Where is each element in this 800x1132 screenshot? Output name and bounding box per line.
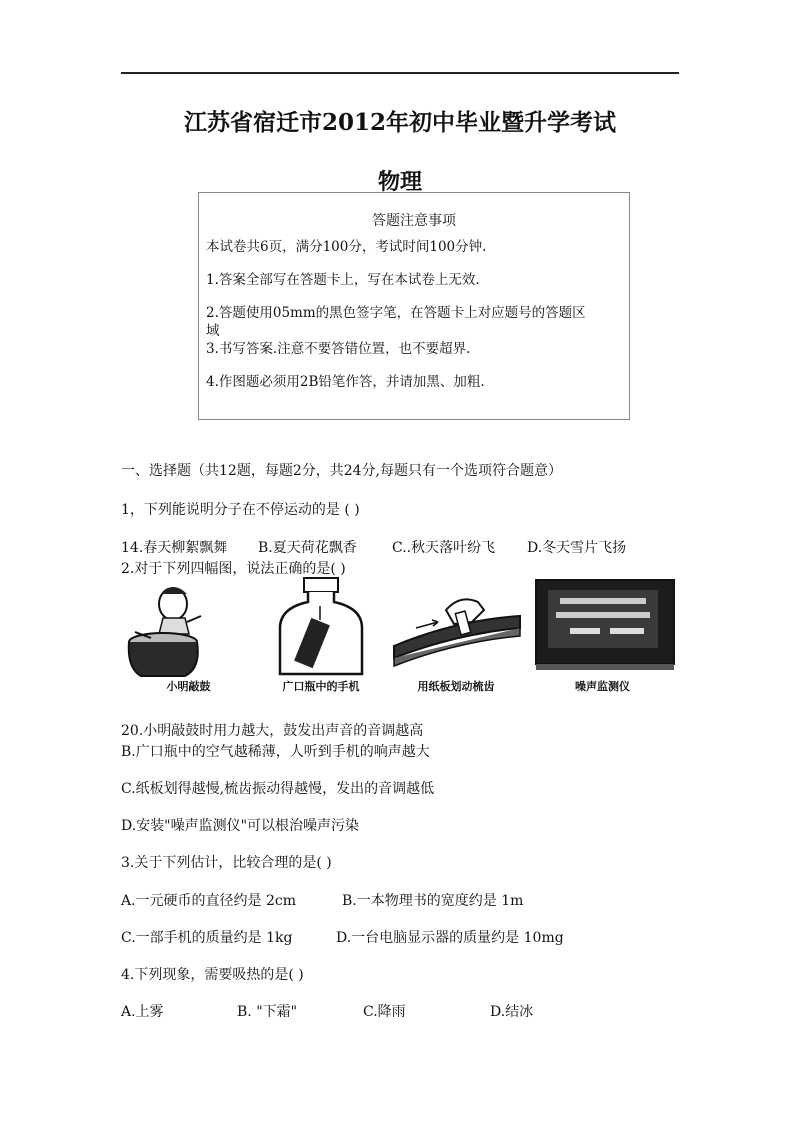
caption-jar: 广口瓶中的手机 bbox=[282, 680, 360, 693]
top-rule bbox=[121, 72, 679, 74]
notice-line: 3.书写答案.注意不要答错位置，也不要超界. bbox=[206, 341, 471, 357]
q3-option-a: A.一元硬币的直径约是 2cm bbox=[121, 893, 297, 909]
q2-figure bbox=[121, 576, 679, 698]
notice-line: 本试卷共6页，满分100分，考试时间100分钟. bbox=[206, 239, 487, 255]
q3-option-d: D.一台电脑显示器的质量约是 10mg bbox=[336, 930, 564, 946]
notice-heading: 答题注意事项 bbox=[372, 213, 456, 229]
q1-option-d: D.冬天雪片飞扬 bbox=[527, 540, 627, 556]
figure-panel-monitor bbox=[526, 576, 679, 698]
caption-drum: 小明敲鼓 bbox=[166, 680, 211, 693]
notice-line: 域 bbox=[206, 323, 220, 339]
q2-option-c: C.纸板划得越慢,梳齿振动得越慢，发出的音调越低 bbox=[121, 781, 435, 797]
notice-line: 4.作图题必须用2B铅笔作答，并请加黑、加粗. bbox=[206, 374, 485, 390]
q1-option-b: B.夏天荷花飘香 bbox=[258, 540, 357, 556]
figure-panel-drum bbox=[121, 576, 256, 698]
q4-option-c: C.降雨 bbox=[363, 1004, 406, 1020]
q4-option-a: A.上雾 bbox=[121, 1004, 164, 1020]
question-1-stem: 1，下列能说明分子在不停运动的是 ( ) bbox=[121, 502, 360, 518]
q4-option-b: B. "下霜" bbox=[237, 1004, 298, 1020]
q3-option-c: C.一部手机的质量约是 1kg bbox=[121, 930, 293, 946]
figure-panel-comb bbox=[386, 576, 526, 698]
caption-comb: 用纸板划动梳齿 bbox=[417, 680, 495, 693]
caption-monitor: 噪声监测仪 bbox=[575, 680, 630, 693]
exam-subject: 物理 bbox=[377, 169, 422, 195]
question-4-stem: 4.下列现象，需要吸热的是( ) bbox=[121, 967, 304, 983]
section-heading: 一、选择题（共12题，每题2分，共24分,每题只有一个选项符合题意） bbox=[121, 463, 562, 479]
q4-option-d: D.结冰 bbox=[490, 1004, 534, 1020]
q1-option-c: C..秋天落叶纷飞 bbox=[392, 540, 496, 556]
notice-line: 1.答案全部写在答题卡上，写在本试卷上无效. bbox=[206, 272, 480, 288]
exam-title: 江苏省宿迁市2012年初中毕业暨升学考试 bbox=[183, 109, 616, 136]
notice-box bbox=[198, 192, 630, 420]
question-2-stem: 2.对于下列四幅图，说法正确的是( ) bbox=[121, 561, 346, 577]
question-3-stem: 3.关于下列估计，比较合理的是( ) bbox=[121, 855, 332, 871]
q1-option-a: 14.春天柳絮飘舞 bbox=[121, 540, 228, 556]
figure-panel-jar bbox=[256, 576, 386, 698]
q2-option-b: B.广口瓶中的空气越稀薄，人听到手机的响声越大 bbox=[121, 744, 430, 760]
q3-option-b: B.一本物理书的宽度约是 1m bbox=[342, 893, 524, 909]
notice-line: 2.答题使用05mm的黑色签字笔，在答题卡上对应题号的答题区 bbox=[206, 305, 586, 321]
q2-option-d: D.安装"噪声监测仪"可以根治噪声污染 bbox=[121, 818, 360, 834]
q2-option-a: 20.小明敲鼓时用力越大，鼓发出声音的音调越高 bbox=[121, 723, 424, 739]
